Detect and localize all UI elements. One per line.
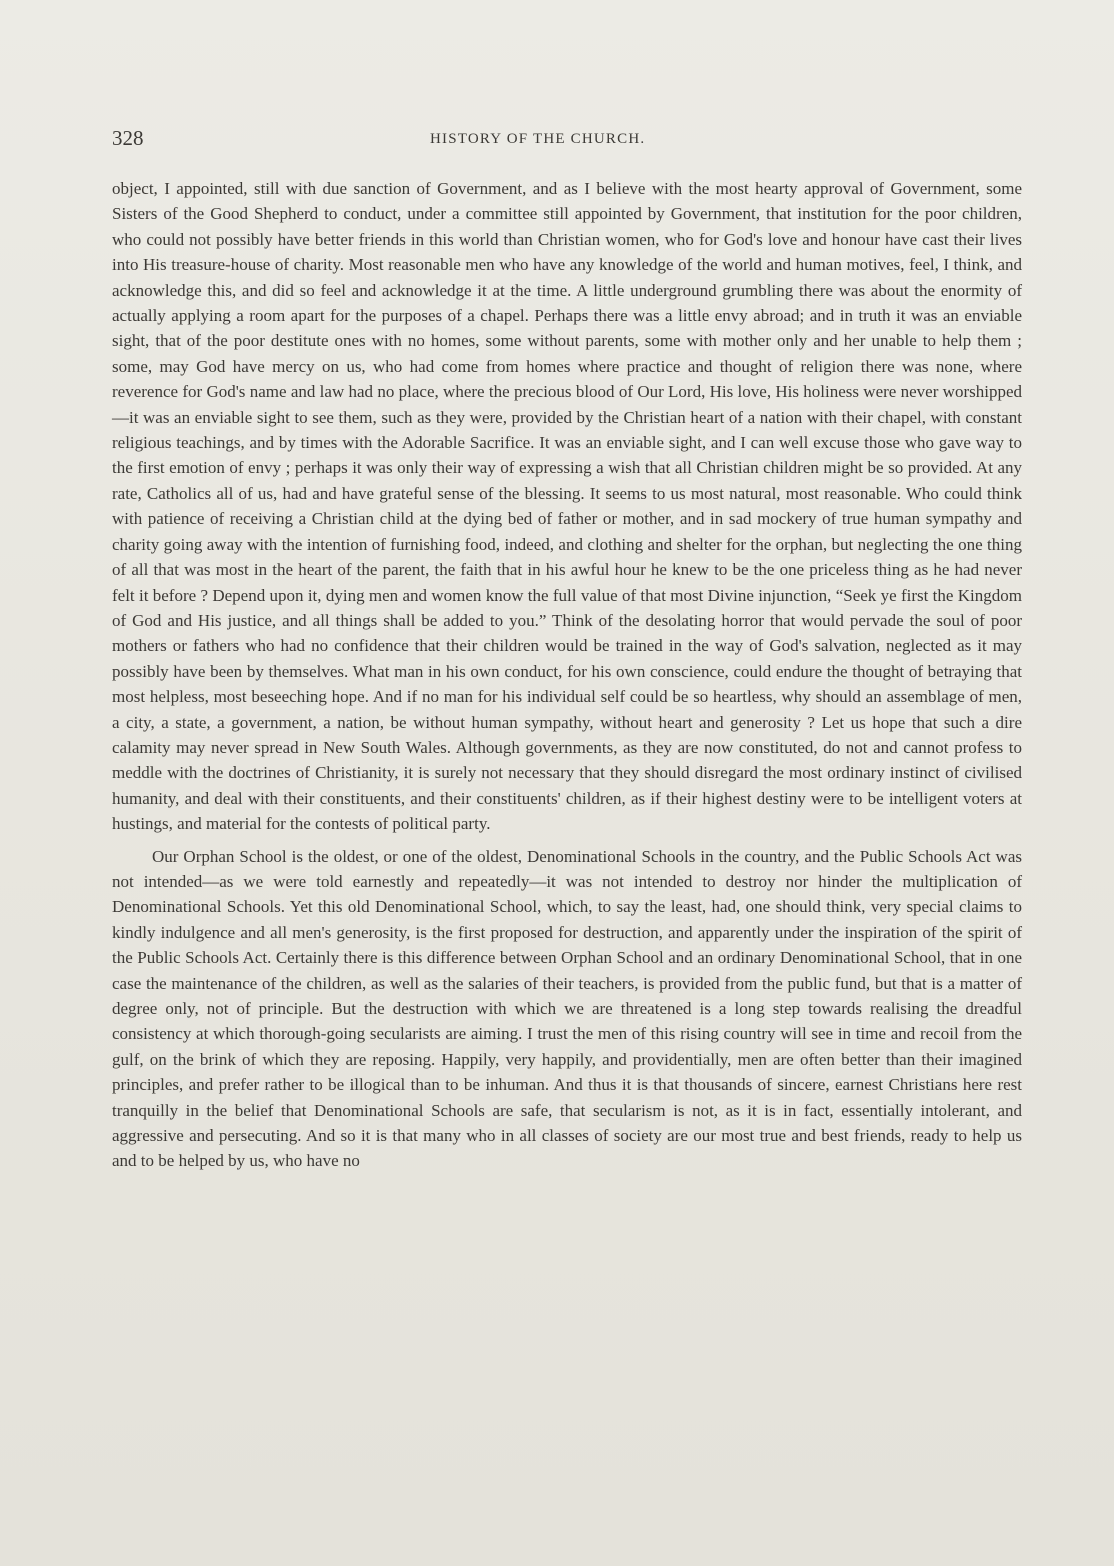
body-text [112,176,1022,1174]
page-number: 328 [112,126,144,150]
paragraph: Our Orphan School is the oldest, or one of the oldest, Denominational Schools in the country, and the Public Schools Act was not intended—as we were told earnestly and repeatedly—it was not intended to destroy nor hinder the multiplication of Denominational Schools. Yet this old Denominational School, which, to say the least, had, one should think, very special claims to kindly indulgence and all men's generosity, is the first proposed for destruction, and apparently under the inspiration of the spirit of the Public Schools Act. Certainly there is this difference between Orphan School and an ordinary Denominational School, that in one case the maintenance of the children, as well as the salaries of their teachers, is provided from the public fund, but that is a matter of degree only, not of principle. But the destruction with which we are threatened is a long step towards realising the dreadful consistency at which thorough-going secularists are aiming. I trust the men of this rising country will see in time and recoil from the gulf, on the brink of which they are reposing. Happily, very happily, and providentially, men are often better than their imagined principles, and prefer rather to be illogical than to be inhuman. And thus it is that thousands of sincere, earnest Christians here rest tranquilly in the belief that Denominational Schools are safe, that secularism is not, as it is in fact, essentially intolerant, and aggressive and persecuting. And so it is that many who in all classes of society are our most true and best friends, ready to help us and to be helped by us, who have no [112,846,1022,1171]
running-title: HISTORY OF THE CHURCH. [430,131,646,147]
paragraph: object, I appointed, still with due sanction of Government, and as I believe with the most hearty approval of Government, some Sisters of the Good Shepherd to conduct, under a committee still appointed by Government, that institution for the poor children, who could not possibly have better friends in this world than Christian women, who for God's love and honour have cast their lives into His treasure-house of charity. Most reasonable men who have any knowledge of the world and human motives, feel, I think, and acknowledge this, and did so feel and acknowledge it at the time. A little underground grumbling there was about the enormity of actually applying a room apart for the purposes of a chapel. Perhaps there was a little envy abroad; and in truth it was an enviable sight, that of the poor destitute ones with no homes, some without parents, some with mother only and her unable to help them ; some, may God have mercy on us, who had come from homes where practice and thought of religion there was none, where reverence for God's name and law had no place, where the precious blood of Our Lord, His love, His holiness were never worshipped—it was an enviable sight to see them, such as they were, provided by the Christian heart of a nation with their chapel, with constant religious teachings, and by times with the Adorable Sacrifice. It was an enviable sight, and I can well excuse those who gave way to the first emotion of envy ; perhaps it was only their way of expressing a wish that all Christian children might be so provided. At any rate, Catholics all of us, had and have grateful sense of the blessing. It seems to us most natural, most reasonable. Who could think with patience of receiving a Christian child at the dying bed of father or mother, and in sad mockery of true human sympathy and charity going away with the intention of furnishing food, indeed, and clothing and shelter for the orphan, but neglecting the one thing of all that was most in the heart of the parent, the faith that in his awful hour he knew to be the one priceless thing as he had never felt it before ? Depend upon it, dying men and women know the full value of that most Divine injunction, “Seek ye first the Kingdom of God and His justice, and all things shall be added to you.” Think of the desolating horror that would pervade the soul of poor mothers or fathers who had no confidence that their children would be trained in the way of God's salvation, neglected as it may possibly have been by themselves. What man in his own conduct, for his own conscience, could endure the thought of betraying that most helpless, most beseeching hope. And if no man for his individual self could be so heartless, why should an assemblage of men, a city, a state, a government, a nation, be without human sympathy, without heart and generosity ? Let us hope that such a dire calamity may never spread in New South Wales. Although governments, as they are now constituted, do not and cannot profess to meddle with the doctrines of Christianity, it is surely not necessary that they should disregard the most ordinary instinct of civilised humanity, and deal with their constituents, and their constituents' children, as if their highest destiny were to be intelligent voters at hustings, and material for the contests of political party. [112,179,1022,834]
running-head [112,126,1022,156]
